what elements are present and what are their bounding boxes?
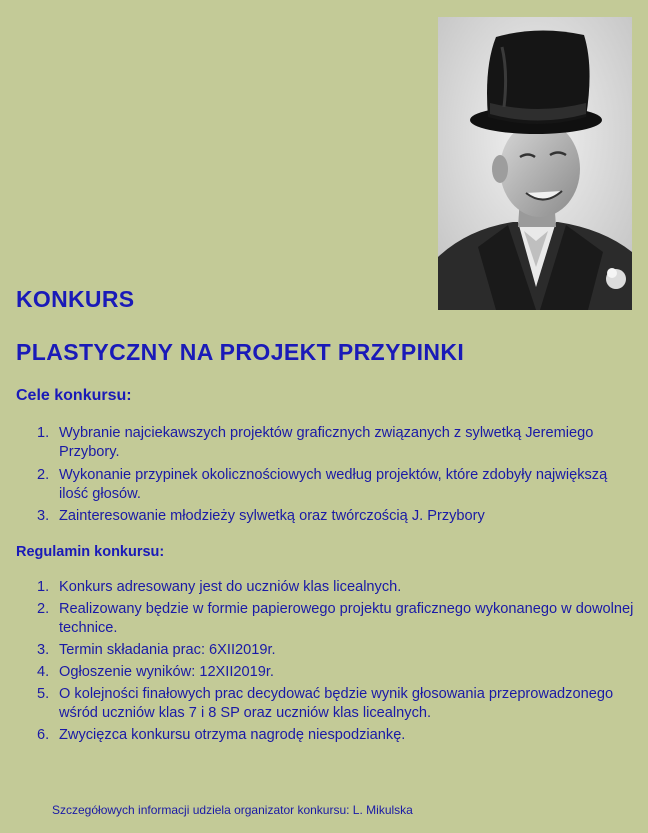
rule-item [15,726,640,745]
goals-heading: Cele konkursu: [16,387,132,404]
rule-text: O kolejności finałowych prac decydować będzie wynik głosowania przeprowadzonego wśród uczniów klas 7 i 8 SP oraz uczniów klas licealnych. [59,686,614,721]
rule-item [15,663,640,682]
contest-title-line2: PLASTYCZNY NA PROJEKT PRZYPINKI [16,339,465,365]
rule-number: 4. [37,664,50,680]
portrait-illustration [438,17,632,310]
rule-text: Realizowany będzie w formie papierowego projektu graficznego wykonanego w dowolnej technice. [59,601,634,636]
goal-number: 3. [37,508,50,524]
goal-text: Wybranie najciekawszych projektów graficznych związanych z sylwetką Jeremiego Przybory. [59,425,594,460]
rules-heading: Regulamin konkursu: [16,544,165,560]
goal-text: Zainteresowanie młodzieży sylwetką oraz twórczością J. Przybory [59,508,485,524]
rule-number: 3. [37,642,50,658]
portrait-photo [438,17,632,310]
rule-text: Termin składania prac: 6XII2019r. [59,642,276,658]
rules-list [15,578,640,748]
goal-text: Wykonanie przypinek okolicznościowych według projektów, które zdobyły największą ilość głosów. [59,466,608,502]
rule-number: 5. [37,686,50,702]
goal-item [15,424,615,462]
rule-item [15,685,640,723]
rule-text: Zwycięzca konkursu otrzyma nagrodę niespodziankę. [59,727,406,743]
contest-title-line1: KONKURS [16,286,135,312]
rule-number: 1. [37,579,50,595]
organizer-note: Szczegółowych informacji udziela organizator konkursu: L. Mikulska [52,803,413,817]
rule-text: Konkurs adresowany jest do uczniów klas licealnych. [59,579,402,595]
rule-text: Ogłoszenie wyników: 12XII2019r. [59,664,274,680]
goals-list [15,424,615,530]
rule-item [15,641,640,660]
rule-number: 2. [37,601,50,617]
goal-item [15,466,615,504]
rule-number: 6. [37,727,50,743]
goal-number: 2. [37,466,50,483]
rule-item [15,578,640,597]
goal-number: 1. [37,425,50,441]
goal-item [15,507,615,526]
rule-item [15,600,640,638]
